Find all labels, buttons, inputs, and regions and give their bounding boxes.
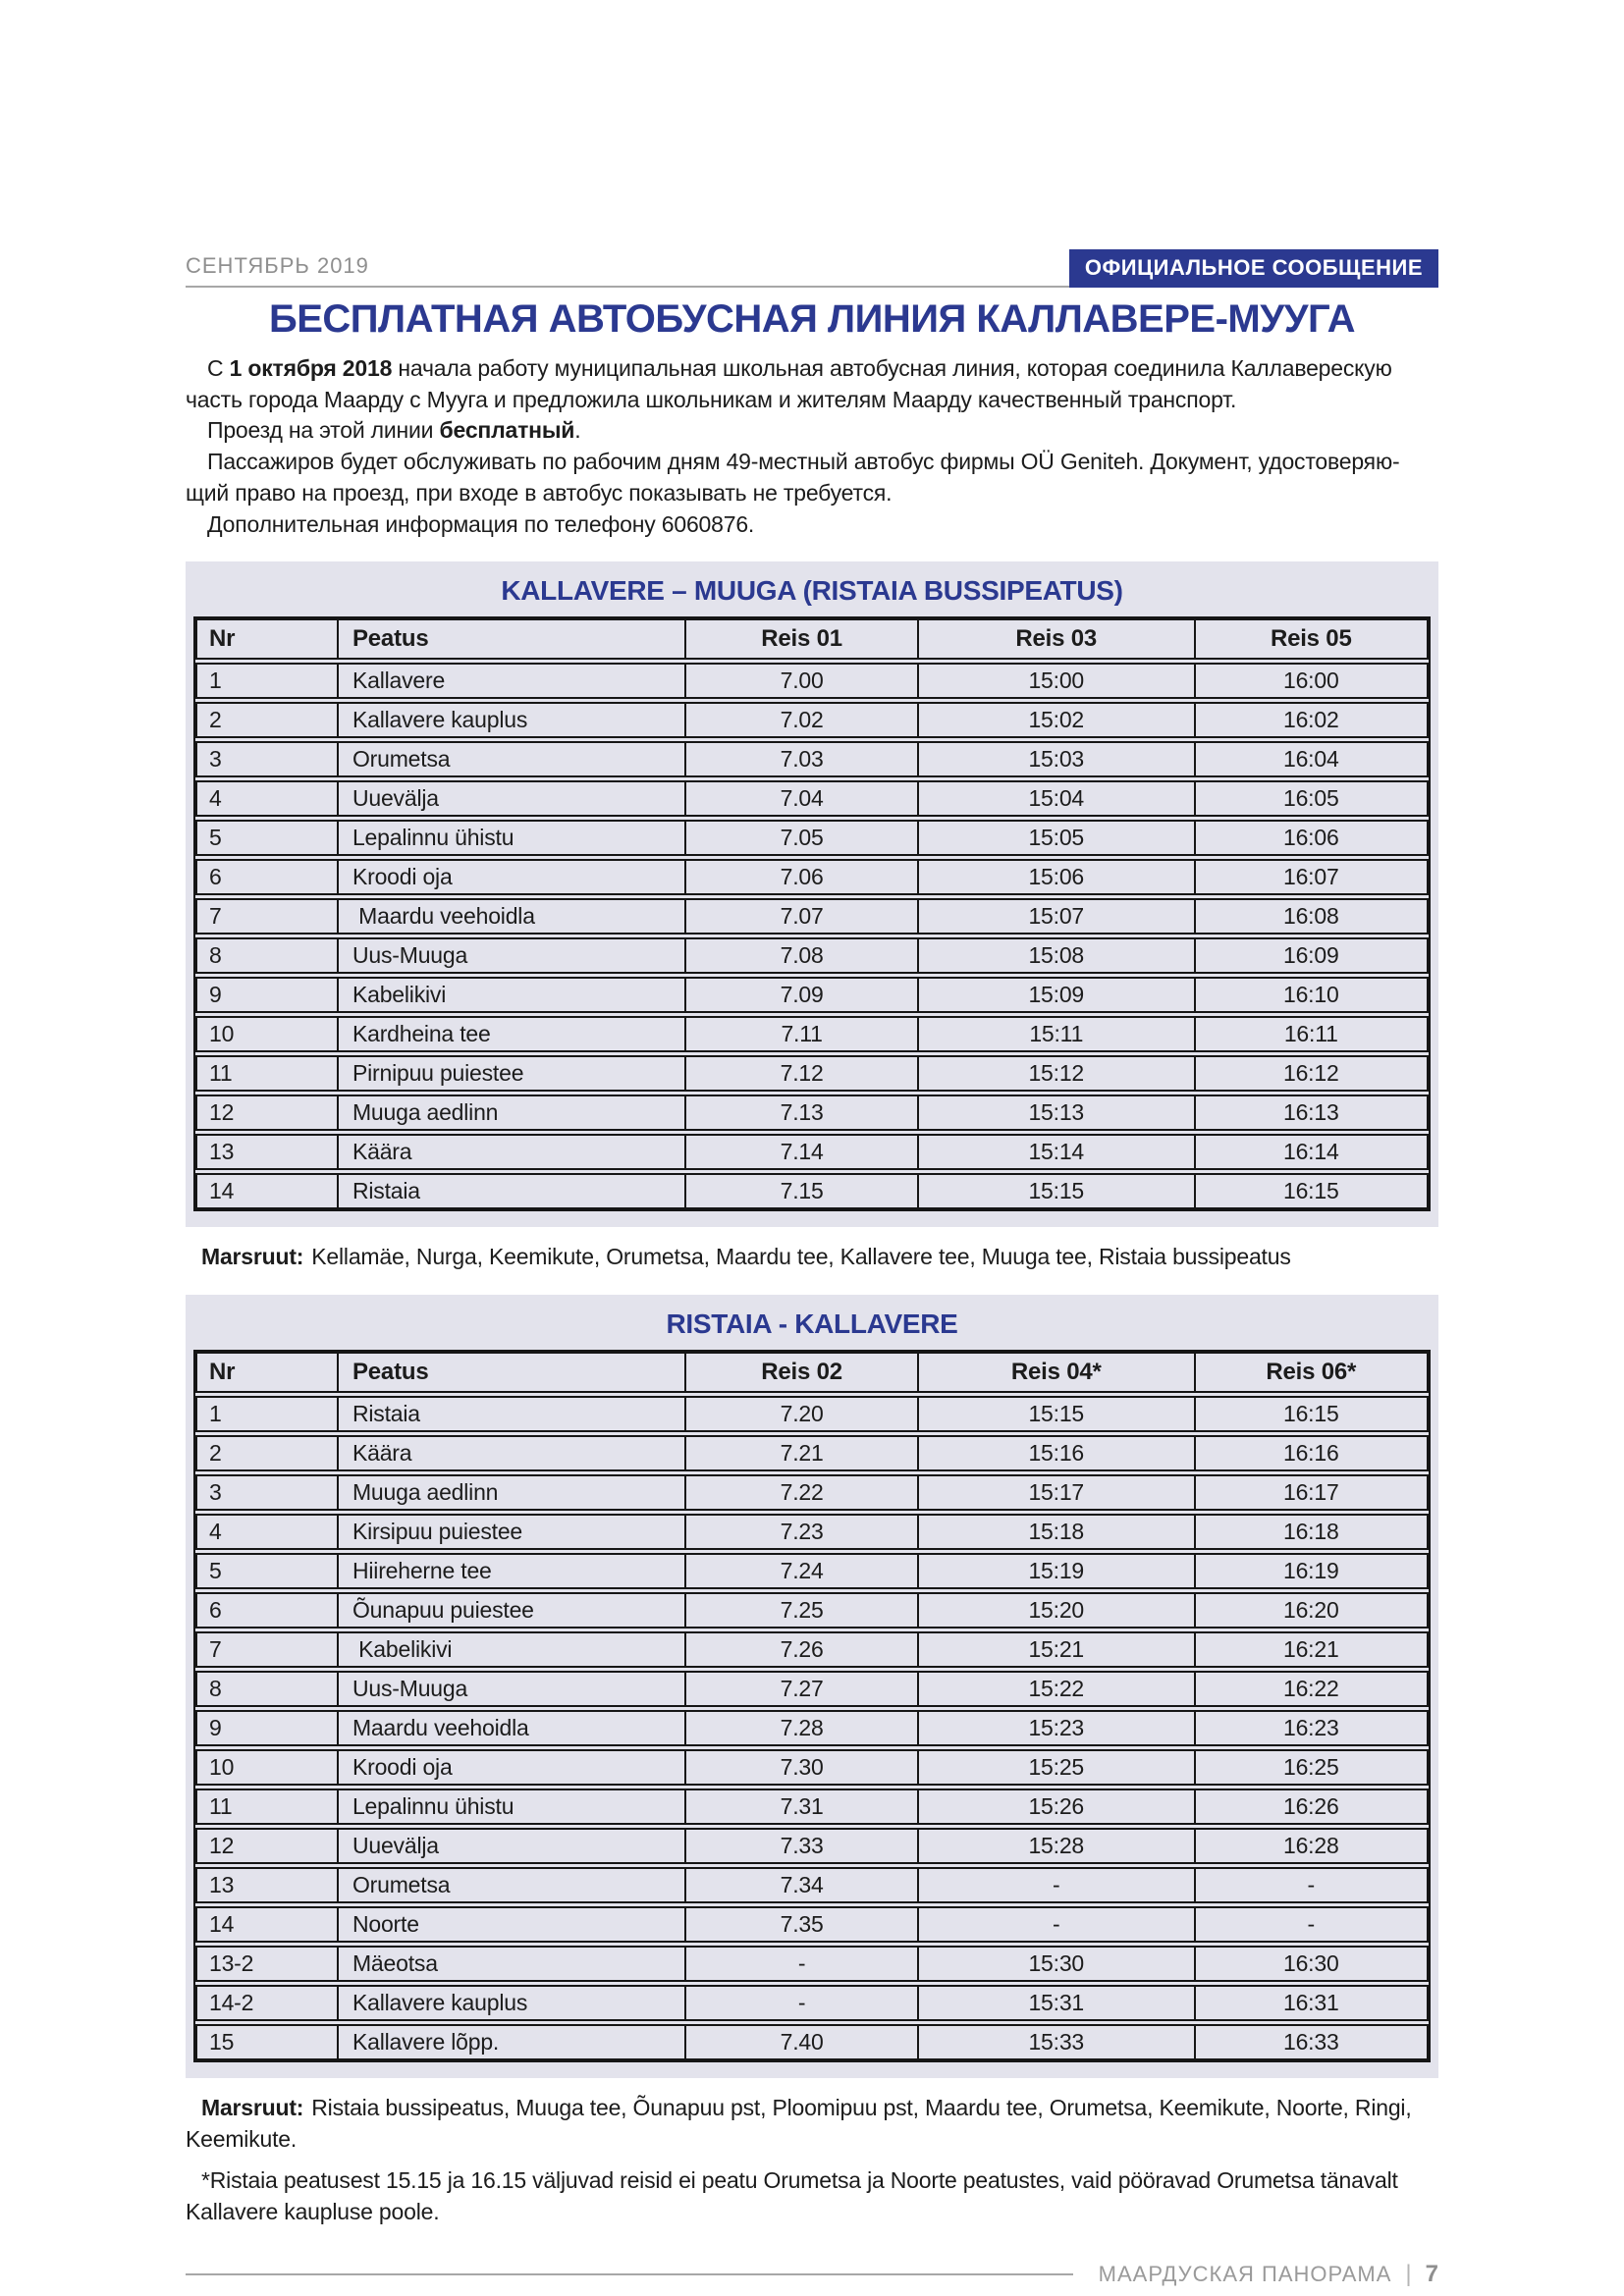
departure-time: - (919, 1908, 1196, 1941)
stop-number: 2 (197, 1437, 339, 1469)
departure-time: 7.07 (686, 900, 919, 933)
stop-name: Kabelikivi (339, 1633, 686, 1666)
table-row (195, 1474, 1429, 1511)
asterisk-footnote: *Ristaia peatusest 15.15 ja 16.15 väljuvad reisid ei peatu Orumetsa ja Noorte peatustes, vaid pööravad Orumetsa tänavalt Kallavere kaupluse poole. (186, 2166, 1398, 2225)
table-header-row (195, 1352, 1429, 1393)
stop-name: Kirsipuu puiestee (339, 1516, 686, 1548)
stop-number: 9 (197, 979, 339, 1011)
column-header: Nr (197, 1354, 339, 1391)
departure-time: 7.23 (686, 1516, 919, 1548)
table-row (195, 1095, 1429, 1131)
stop-number: 11 (197, 1790, 339, 1823)
table-row (195, 1671, 1429, 1707)
departure-time: 16:11 (1283, 1021, 1338, 1047)
stop-name: Kallavere kauplus (339, 704, 686, 736)
departure-time: 15:21 (919, 1633, 1196, 1666)
stop-name: Uuevälja (339, 782, 686, 815)
departure-time: 15:07 (919, 900, 1196, 933)
stop-number: 8 (197, 1673, 339, 1705)
footer-divider: | (1405, 2261, 1412, 2288)
stop-number: 5 (197, 822, 339, 854)
departure-time: 16:30 (1283, 1949, 1339, 1976)
departure-time: 7.24 (686, 1555, 919, 1587)
table-row (195, 1906, 1429, 1943)
table-row (195, 1867, 1429, 1903)
stop-number: 13-2 (197, 1948, 339, 1980)
page-number: 7 (1425, 2261, 1438, 2288)
column-header: Reis 01 (686, 620, 919, 658)
stop-number: 1 (197, 1398, 339, 1430)
table-row (195, 663, 1429, 699)
departure-time: 15:20 (919, 1594, 1196, 1627)
departure-time: 16:31 (1283, 1989, 1339, 2015)
departure-time: 15:14 (919, 1136, 1196, 1168)
stop-number: 12 (197, 1830, 339, 1862)
stop-name: Ristaia (339, 1175, 686, 1207)
table-row (195, 820, 1429, 856)
stop-name: Maardu veehoidla (339, 1712, 686, 1744)
paragraph-fare (186, 415, 1438, 447)
departure-time: - (686, 1948, 919, 1980)
departure-time: 15:00 (919, 665, 1196, 697)
timetable-kallavere-muuga (193, 616, 1431, 1211)
paragraph-text: С (207, 355, 230, 381)
departure-time: 16:19 (1283, 1557, 1339, 1583)
departure-time: 7.15 (686, 1175, 919, 1207)
departure-time: - (686, 1987, 919, 2019)
paragraph-text: Проезд на этой линии (207, 417, 440, 444)
departure-time: 16:18 (1283, 1518, 1339, 1544)
table-title: RISTAIA - KALLAVERE (666, 1308, 958, 1339)
paragraph-info-phone: Дополнительная информация по телефону 6060876. (207, 510, 755, 537)
paragraph-service: Пассажиров будет обслуживать по рабочим дням 49-местный автобус фирмы OÜ Geniteh. Документ, удостоверяю-щий право на проезд, при входе в автобус показывать не требуется. (186, 449, 1400, 506)
table-row (195, 1396, 1429, 1432)
table-row (195, 780, 1429, 817)
stop-number: 4 (197, 782, 339, 815)
stop-number: 13 (197, 1869, 339, 1901)
departure-time: 7.25 (686, 1594, 919, 1627)
departure-time: 16:12 (1283, 1060, 1339, 1087)
departure-time: 16:15 (1283, 1178, 1339, 1204)
departure-time: 15:17 (919, 1476, 1196, 1509)
departure-time: 7.05 (686, 822, 919, 854)
newspaper-name: МААРДУСКАЯ ПАНОРАМА (1098, 2262, 1392, 2287)
column-header: Reis 05 (1270, 625, 1352, 653)
stop-number: 7 (197, 900, 339, 933)
departure-time: 7.27 (686, 1673, 919, 1705)
departure-time: 7.22 (686, 1476, 919, 1509)
departure-time: 16:28 (1283, 1832, 1339, 1858)
stop-number: 11 (197, 1057, 339, 1090)
stop-number: 6 (197, 1594, 339, 1627)
stop-number: 15 (197, 2026, 339, 2058)
departure-time: 16:22 (1283, 1675, 1339, 1701)
departure-time: 7.34 (686, 1869, 919, 1901)
table-row (195, 1553, 1429, 1589)
table-row (195, 2024, 1429, 2060)
stop-number: 10 (197, 1018, 339, 1050)
departure-time: 7.26 (686, 1633, 919, 1666)
departure-time: 16:00 (1283, 667, 1339, 694)
route-stops: Ristaia bussipeatus, Muuga tee, Õunapuu pst, Ploomipuu pst, Maardu tee, Orumetsa, Keemikute, Noorte, Ringi, Keemikute. (186, 2094, 1412, 2152)
stop-name: Hiireherne tee (339, 1555, 686, 1587)
departure-time: 7.31 (686, 1790, 919, 1823)
departure-time: 16:26 (1283, 1792, 1339, 1819)
departure-time: 15:09 (919, 979, 1196, 1011)
stop-name: Kroodi oja (339, 1751, 686, 1784)
stop-number: 13 (197, 1136, 339, 1168)
table-row (195, 702, 1429, 738)
stop-name: Uus-Muuga (339, 939, 686, 972)
stop-number: 4 (197, 1516, 339, 1548)
departure-time: 16:10 (1283, 982, 1339, 1008)
timetable-block-ristaia-kallavere (186, 1295, 1438, 2078)
table-row (195, 1592, 1429, 1629)
departure-time: 15:05 (919, 822, 1196, 854)
departure-time: 7.06 (686, 861, 919, 893)
stop-name: Käära (339, 1136, 686, 1168)
departure-time: - (1307, 1871, 1316, 1897)
departure-time: 16:14 (1283, 1139, 1339, 1165)
table-row (195, 1631, 1429, 1668)
departure-time: 16:17 (1283, 1478, 1339, 1505)
stop-number: 1 (197, 665, 339, 697)
departure-time: 16:15 (1283, 1400, 1339, 1426)
stop-number: 2 (197, 704, 339, 736)
official-notice-badge: ОФИЦИАЛЬНОЕ СООБЩЕНИЕ (1069, 249, 1438, 288)
departure-time: 16:09 (1283, 942, 1339, 969)
departure-time: 16:04 (1283, 746, 1339, 773)
departure-time: 15:02 (919, 704, 1196, 736)
departure-time: 7.00 (686, 665, 919, 697)
stop-name: Orumetsa (339, 1869, 686, 1901)
departure-time: 7.28 (686, 1712, 919, 1744)
stop-name: Muuga aedlinn (339, 1476, 686, 1509)
departure-time: 16:05 (1283, 785, 1339, 812)
departure-time: 7.14 (686, 1136, 919, 1168)
column-header: Peatus (339, 620, 686, 658)
stop-number: 14-2 (197, 1987, 339, 2019)
stop-name: Pirnipuu puiestee (339, 1057, 686, 1090)
route-description-2 (186, 2092, 1438, 2155)
departure-time: 7.03 (686, 743, 919, 775)
departure-time: 16:20 (1283, 1596, 1339, 1623)
route-label: Marsruut: (201, 1244, 304, 1270)
departure-time: 7.11 (686, 1018, 919, 1050)
stop-number: 7 (197, 1633, 339, 1666)
stop-name: Uuevälja (339, 1830, 686, 1862)
departure-time: 15:30 (919, 1948, 1196, 1980)
table-title: KALLAVERE – MUUGA (RISTAIA BUSSIPEATUS) (501, 575, 1123, 607)
stop-name: Orumetsa (339, 743, 686, 775)
departure-time: - (1307, 1910, 1316, 1937)
departure-time: 15:04 (919, 782, 1196, 815)
table-row (195, 898, 1429, 934)
stop-name: Käära (339, 1437, 686, 1469)
table-header-row (195, 618, 1429, 660)
header-rule (186, 253, 1069, 288)
column-header: Reis 06* (1266, 1358, 1357, 1385)
departure-time: 16:33 (1283, 2028, 1339, 2055)
table-row (195, 1016, 1429, 1052)
stop-name: Kallavere lõpp. (339, 2026, 686, 2058)
departure-time: 15:08 (919, 939, 1196, 972)
departure-time: 15:25 (919, 1751, 1196, 1784)
departure-time: 7.40 (686, 2026, 919, 2058)
table-row (195, 1435, 1429, 1471)
issue-date: СЕНТЯБРЬ 2019 (186, 253, 369, 278)
departure-time: 15:15 (919, 1175, 1196, 1207)
departure-time: 7.04 (686, 782, 919, 815)
departure-time: 7.33 (686, 1830, 919, 1862)
departure-time: 15:22 (919, 1673, 1196, 1705)
departure-time: 7.12 (686, 1057, 919, 1090)
column-header: Peatus (339, 1354, 686, 1391)
stop-name: Lepalinnu ühistu (339, 1790, 686, 1823)
departure-time: 7.35 (686, 1908, 919, 1941)
departure-time: 16:06 (1283, 825, 1339, 851)
stop-name: Uus-Muuga (339, 1673, 686, 1705)
stop-number: 12 (197, 1096, 339, 1129)
departure-time: 7.21 (686, 1437, 919, 1469)
paragraph-intro (186, 353, 1438, 415)
departure-time: 16:16 (1283, 1439, 1339, 1466)
column-header: Nr (197, 620, 339, 658)
stop-name: Kabelikivi (339, 979, 686, 1011)
route-label: Marsruut: (201, 2094, 304, 2120)
departure-time: 7.09 (686, 979, 919, 1011)
departure-time: 15:03 (919, 743, 1196, 775)
page-header (186, 249, 1438, 288)
departure-time: 15:12 (919, 1057, 1196, 1090)
table-row (195, 1514, 1429, 1550)
page-footer (186, 2261, 1438, 2288)
table-row (195, 741, 1429, 777)
departure-time: 15:33 (919, 2026, 1196, 2058)
departure-time: 16:25 (1283, 1753, 1339, 1780)
stop-name: Kardheina tee (339, 1018, 686, 1050)
stop-name: Kallavere kauplus (339, 1987, 686, 2019)
footer-rule (186, 2273, 1073, 2275)
stop-name: Ristaia (339, 1398, 686, 1430)
departure-time: 7.20 (686, 1398, 919, 1430)
table-row (195, 977, 1429, 1013)
stop-number: 10 (197, 1751, 339, 1784)
stop-number: 6 (197, 861, 339, 893)
table-row (195, 859, 1429, 895)
table-row (195, 1173, 1429, 1209)
table-row (195, 1134, 1429, 1170)
departure-time: 15:26 (919, 1790, 1196, 1823)
stop-number: 14 (197, 1908, 339, 1941)
table-row (195, 1710, 1429, 1746)
timetable-ristaia-kallavere (193, 1350, 1431, 2062)
stop-number: 8 (197, 939, 339, 972)
departure-time: 16:13 (1283, 1099, 1339, 1126)
stop-name: Mäeotsa (339, 1948, 686, 1980)
departure-time: 15:11 (919, 1018, 1196, 1050)
departure-time: 16:23 (1283, 1714, 1339, 1740)
table-row (195, 937, 1429, 974)
departure-time: 7.02 (686, 704, 919, 736)
departure-time: 15:28 (919, 1830, 1196, 1862)
column-header: Reis 03 (919, 620, 1196, 658)
stop-name: Kroodi oja (339, 861, 686, 893)
stop-number: 3 (197, 743, 339, 775)
timetable-block-kallavere-muuga (186, 561, 1438, 1227)
stop-name: Noorte (339, 1908, 686, 1941)
departure-time: 15:23 (919, 1712, 1196, 1744)
departure-time: 15:18 (919, 1516, 1196, 1548)
departure-time: 15:19 (919, 1555, 1196, 1587)
stop-name: Maardu veehoidla (339, 900, 686, 933)
departure-time: 15:31 (919, 1987, 1196, 2019)
stop-name: Kallavere (339, 665, 686, 697)
paragraph-bold-text: 1 октября 2018 (229, 355, 393, 381)
table-row (195, 1985, 1429, 2021)
departure-time: 15:16 (919, 1437, 1196, 1469)
departure-time: 15:13 (919, 1096, 1196, 1129)
departure-time: 15:15 (919, 1398, 1196, 1430)
departure-time: 7.08 (686, 939, 919, 972)
departure-time: 15:06 (919, 861, 1196, 893)
newspaper-page (186, 0, 1438, 2288)
departure-time: 7.13 (686, 1096, 919, 1129)
stop-number: 5 (197, 1555, 339, 1587)
departure-time: 16:08 (1283, 903, 1339, 930)
article-body (186, 353, 1438, 540)
table-row (195, 1789, 1429, 1825)
stop-name: Lepalinnu ühistu (339, 822, 686, 854)
column-header: Reis 04* (919, 1354, 1196, 1391)
stop-name: Õunapuu puiestee (339, 1594, 686, 1627)
departure-time: 7.30 (686, 1751, 919, 1784)
paragraph-bold-text: бесплатный (439, 417, 575, 444)
route-description-1 (186, 1241, 1438, 1272)
stop-name: Muuga aedlinn (339, 1096, 686, 1129)
table-row (195, 1828, 1429, 1864)
stop-number: 14 (197, 1175, 339, 1207)
route-stops: Kellamäe, Nurga, Keemikute, Orumetsa, Maardu tee, Kallavere tee, Muuga tee, Ristaia bussipeatus (311, 1244, 1291, 1270)
article-title: БЕСПЛАТНАЯ АВТОБУСНАЯ ЛИНИЯ КАЛЛАВЕРЕ-МУУГА (268, 297, 1356, 341)
table-row (195, 1055, 1429, 1092)
departure-time: 16:21 (1283, 1635, 1339, 1662)
departure-time: 16:07 (1283, 864, 1339, 890)
departure-time: - (919, 1869, 1196, 1901)
column-header: Reis 02 (686, 1354, 919, 1391)
paragraph-text: начала работу муниципальная школьная автобусная линия, которая соединила Каллаверескую часть города Маарду с Мууга и предложила школьникам и жителям Маарду качественный транспорт. (186, 355, 1392, 412)
departure-time: 16:02 (1283, 707, 1339, 733)
stop-number: 9 (197, 1712, 339, 1744)
paragraph-text: . (574, 417, 581, 444)
table-row (195, 1749, 1429, 1786)
stop-number: 3 (197, 1476, 339, 1509)
table-row (195, 1946, 1429, 1982)
